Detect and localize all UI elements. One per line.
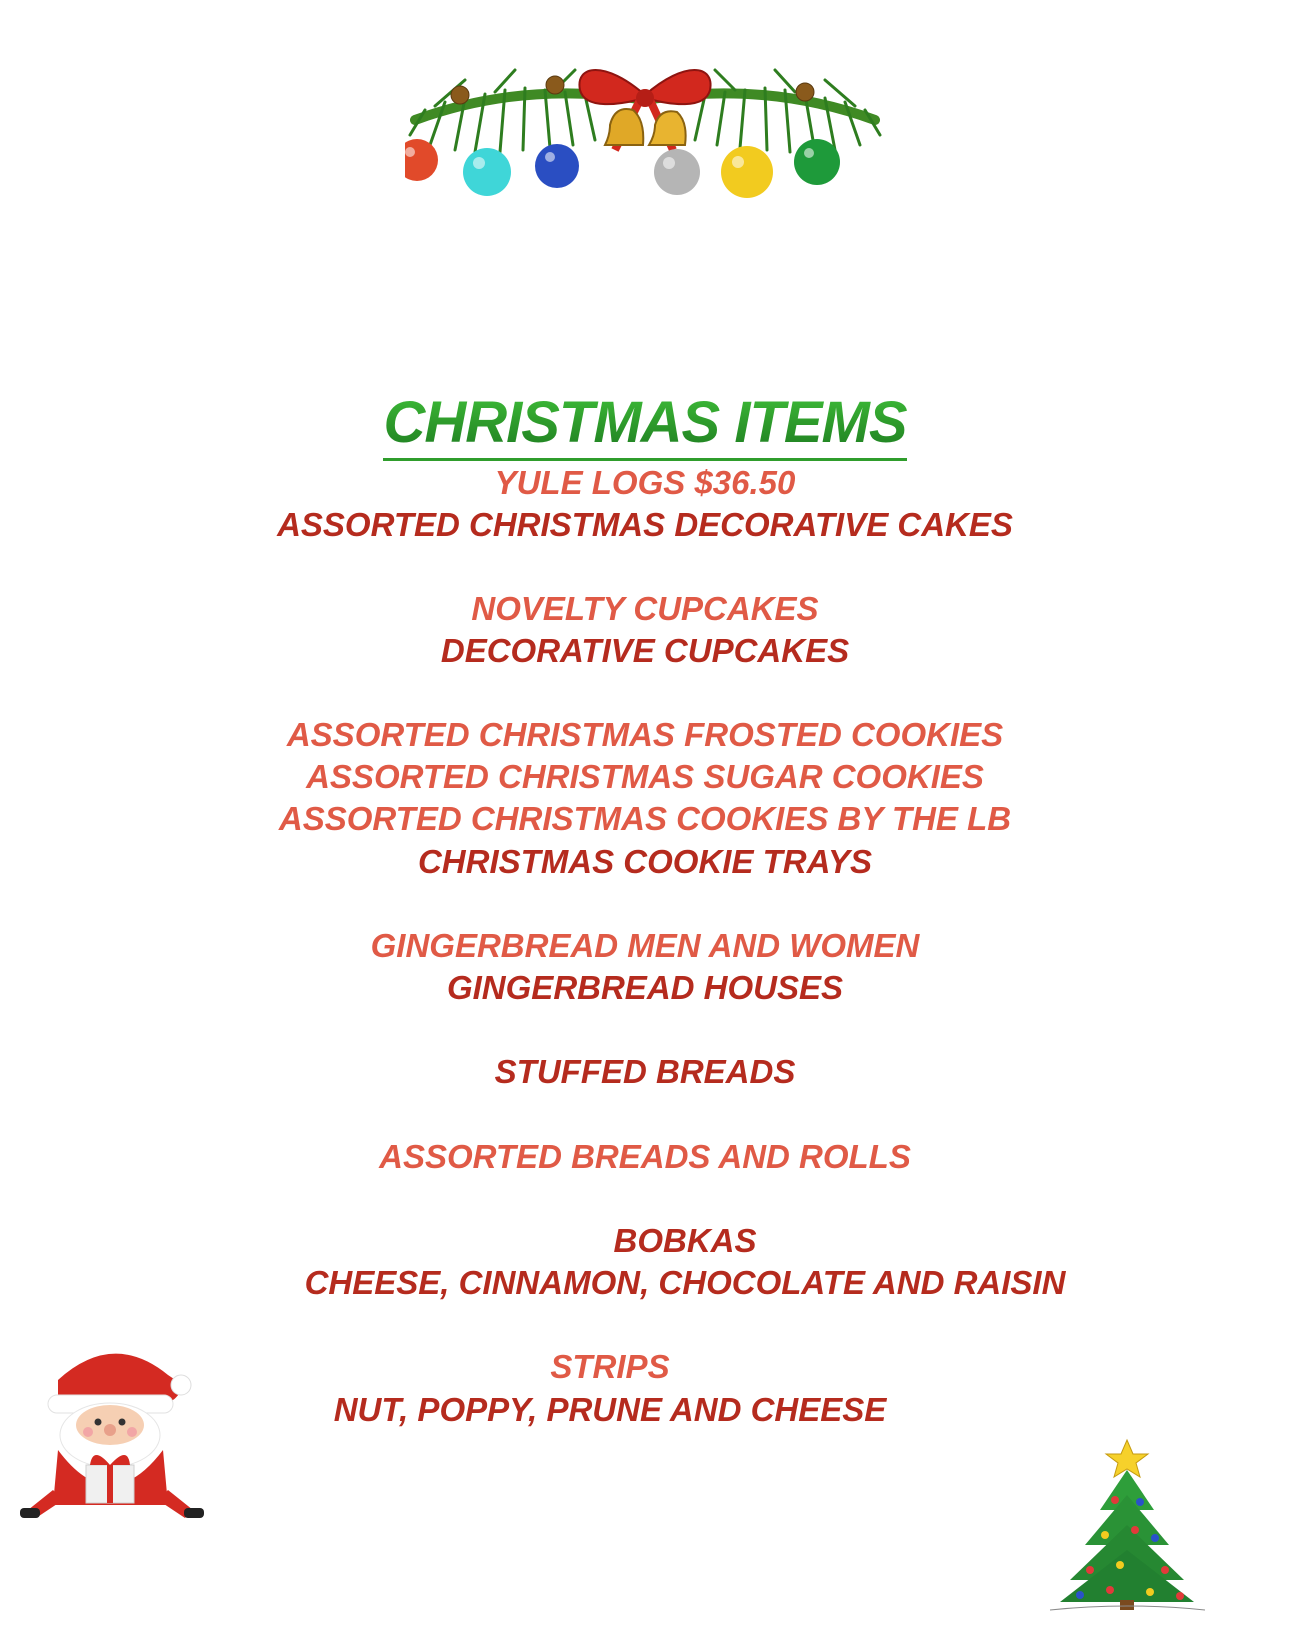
menu-item: CHRISTMAS COOKIE TRAYS (417, 843, 873, 880)
santa-with-gift-icon (18, 1340, 208, 1525)
menu-item: STUFFED BREADS (494, 1053, 796, 1090)
menu-item: ASSORTED CHRISTMAS FROSTED COOKIES (286, 716, 1004, 753)
menu-item: STRIPS (550, 1348, 670, 1385)
menu-item: CHEESE, CINNAMON, CHOCOLATE AND RAISIN (304, 1264, 1066, 1301)
menu-item: NUT, POPPY, PRUNE AND CHEESE (333, 1391, 887, 1428)
garland-with-bells-and-ornaments-icon (405, 40, 885, 220)
menu-item: ASSORTED CHRISTMAS COOKIES BY THE LB (278, 800, 1012, 837)
menu-item: BOBKAS (613, 1222, 757, 1259)
christmas-tree-icon (1040, 1430, 1215, 1615)
menu-item: ASSORTED CHRISTMAS SUGAR COOKIES (306, 758, 984, 795)
menu-item: GINGERBREAD HOUSES (446, 969, 844, 1006)
menu-item: YULE LOGS $36.50 (494, 464, 796, 501)
menu-item: DECORATIVE CUPCAKES (440, 632, 850, 669)
menu-item: NOVELTY CUPCAKES (471, 590, 819, 627)
menu-item: ASSORTED CHRISTMAS DECORATIVE CAKES (277, 506, 1013, 543)
page-title: CHRISTMAS ITEMS (0, 394, 1290, 452)
menu-item: ASSORTED BREADS AND ROLLS (379, 1138, 911, 1175)
menu-item: GINGERBREAD MEN AND WOMEN (370, 927, 920, 964)
